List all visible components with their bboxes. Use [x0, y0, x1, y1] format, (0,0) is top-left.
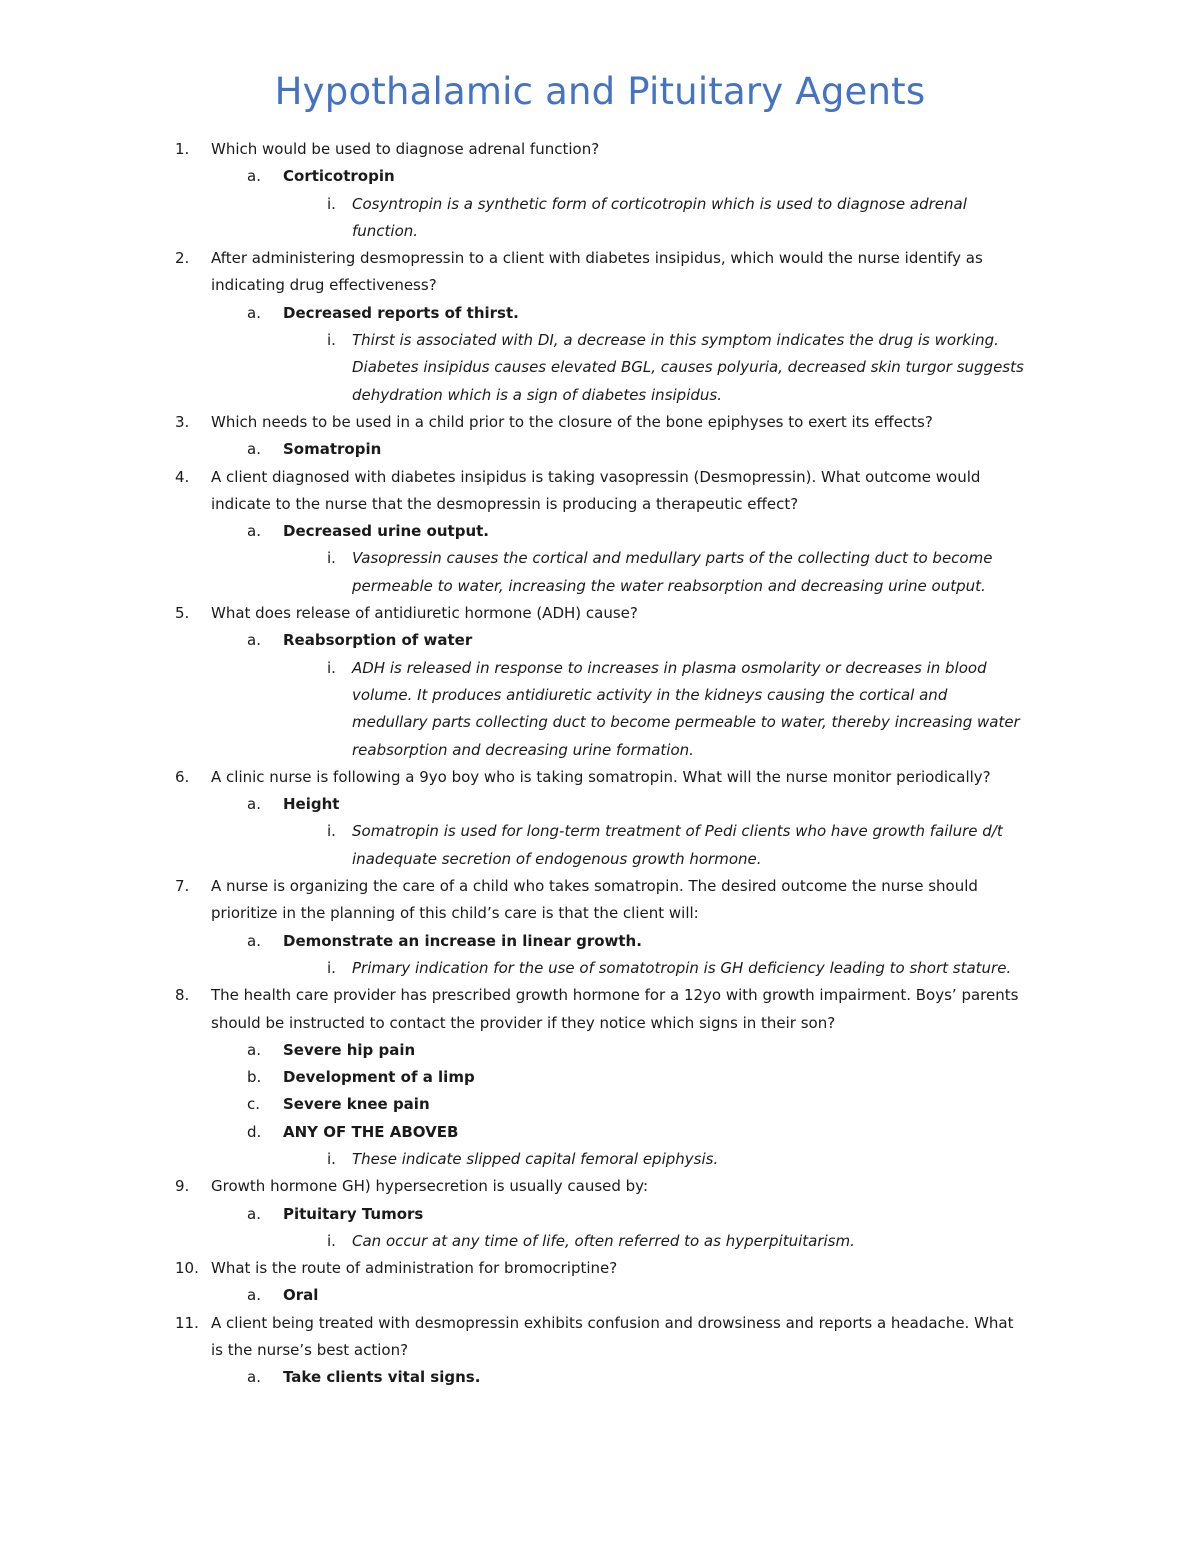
answer-marker: a. [247, 303, 261, 322]
question-line-continued [0, 272, 1200, 299]
answer-line [0, 163, 1200, 190]
question-text: Which would be used to diagnose adrenal function? [211, 140, 600, 158]
answer-marker: a. [247, 1040, 261, 1059]
question-line [0, 600, 1200, 627]
question-number: 1. [175, 140, 190, 158]
answer-marker: a. [247, 631, 261, 650]
answer-line [0, 436, 1200, 463]
explanation-marker: i. [327, 1149, 336, 1168]
answer-text: Somatropin [283, 440, 382, 459]
question-number: 2. [175, 249, 190, 268]
explanation-marker: i. [327, 331, 336, 350]
question-text: A nurse is organizing the care of a child who takes somatropin. The desired outcome the nurse should [211, 877, 978, 896]
answer-line [0, 791, 1200, 818]
answer-line [0, 1037, 1200, 1064]
explanation-marker: i. [327, 549, 336, 568]
answer-marker: a. [247, 931, 261, 950]
answer-line [0, 518, 1200, 545]
explanation-line [0, 818, 1200, 845]
explanation-marker: i. [327, 822, 336, 841]
question-line [0, 1310, 1200, 1337]
answer-marker: a. [247, 1368, 261, 1387]
question-text: should be instructed to contact the provider if they notice which signs in their son? [211, 1013, 836, 1032]
question-list [0, 136, 1200, 1392]
question-line [0, 245, 1200, 272]
answer-line [0, 1364, 1200, 1391]
question-text: Which needs to be used in a child prior to the closure of the bone epiphyses to exert its effects? [211, 412, 933, 431]
question-number: 8. [175, 986, 190, 1005]
explanation-text: Thirst is associated with DI, a decrease in this symptom indicates the drug is working. [352, 331, 999, 350]
answer-line [0, 627, 1200, 654]
explanation-text: These indicate slipped capital femoral epiphysis. [352, 1149, 719, 1168]
explanation-text: dehydration which is a sign of diabetes insipidus. [352, 385, 722, 404]
explanation-text: reabsorption and decreasing urine formation. [352, 740, 694, 759]
answer-text: Severe hip pain [283, 1040, 416, 1059]
question-line-continued [0, 491, 1200, 518]
question-line [0, 764, 1200, 791]
explanation-line [0, 955, 1200, 982]
explanation-line-continued [0, 709, 1200, 736]
explanation-line-continued [0, 354, 1200, 381]
answer-text: Severe knee pain [283, 1095, 430, 1114]
answer-marker: a. [247, 522, 261, 541]
answer-marker: a. [247, 440, 261, 459]
explanation-text: medullary parts collecting duct to become permeable to water, thereby increasing water [352, 713, 1020, 732]
answer-text: Decreased reports of thirst. [283, 303, 519, 322]
explanation-line-continued [0, 682, 1200, 709]
answer-marker: d. [247, 1122, 262, 1141]
question-text: What is the route of administration for bromocriptine? [211, 1259, 618, 1278]
explanation-text: Somatropin is used for long-term treatment of Pedi clients who have growth failure d/t [352, 822, 1003, 841]
answer-line [0, 1282, 1200, 1309]
explanation-line [0, 1228, 1200, 1255]
explanation-text: Diabetes insipidus causes elevated BGL, causes polyuria, decreased skin turgor suggests [352, 358, 1024, 377]
question-number: 10. [175, 1259, 199, 1278]
question-number: 4. [175, 467, 190, 486]
question-number: 5. [175, 604, 190, 623]
explanation-line-continued [0, 382, 1200, 409]
explanation-line [0, 191, 1200, 218]
explanation-marker: i. [327, 958, 336, 977]
explanation-line [0, 327, 1200, 354]
explanation-line [0, 545, 1200, 572]
question-text: A client diagnosed with diabetes insipidus is taking vasopressin (Desmopressin). What outcome would [211, 467, 981, 486]
explanation-line [0, 1146, 1200, 1173]
question-text: indicate to the nurse that the desmopressin is producing a therapeutic effect? [211, 494, 799, 513]
answer-marker: a. [247, 1286, 261, 1305]
explanation-line-continued [0, 846, 1200, 873]
question-line [0, 1255, 1200, 1282]
question-number: 3. [175, 412, 190, 431]
explanation-text: Cosyntropin is a synthetic form of corticotropin which is used to diagnose adrenal [352, 194, 967, 213]
answer-text: Development of a limp [283, 1068, 475, 1087]
page-title: Hypothalamic and Pituitary Agents [274, 70, 926, 113]
answer-text: Demonstrate an increase in linear growth. [283, 931, 642, 950]
explanation-marker: i. [327, 1231, 336, 1250]
answer-line [0, 1201, 1200, 1228]
answer-marker: b. [247, 1068, 262, 1087]
answer-text: Oral [283, 1286, 319, 1305]
explanation-text: Primary indication for the use of somatotropin is GH deficiency leading to short stature. [352, 958, 1012, 977]
explanation-text: Can occur at any time of life, often referred to as hyperpituitarism. [352, 1231, 855, 1250]
answer-text: Corticotropin [283, 167, 395, 186]
explanation-line [0, 655, 1200, 682]
answer-marker: a. [247, 167, 261, 186]
question-line-continued [0, 900, 1200, 927]
answer-text: Pituitary Tumors [283, 1204, 424, 1223]
question-line [0, 464, 1200, 491]
answer-line [0, 300, 1200, 327]
explanation-text: ADH is released in response to increases in plasma osmolarity or decreases in blood [352, 658, 987, 677]
answer-text: ANY OF THE ABOVEB [283, 1122, 459, 1141]
question-line [0, 982, 1200, 1009]
question-number: 7. [175, 877, 190, 896]
question-number: 9. [175, 1177, 190, 1196]
question-line [0, 873, 1200, 900]
question-number: 6. [175, 767, 190, 786]
question-text: A clinic nurse is following a 9yo boy who is taking somatropin. What will the nurse monitor periodically? [211, 767, 991, 786]
explanation-text: volume. It produces antidiuretic activity in the kidneys causing the cortical and [352, 685, 948, 704]
question-line [0, 409, 1200, 436]
question-text: What does release of antidiuretic hormone (ADH) cause? [211, 604, 638, 623]
explanation-marker: i. [327, 194, 336, 213]
explanation-line-continued [0, 737, 1200, 764]
question-line [0, 1173, 1200, 1200]
answer-line [0, 928, 1200, 955]
explanation-text: inadequate secretion of endogenous growth hormone. [352, 849, 762, 868]
answer-marker: a. [247, 1204, 261, 1223]
question-line-continued [0, 1337, 1200, 1364]
explanation-text: permeable to water, increasing the water reabsorption and decreasing urine output. [352, 576, 986, 595]
answer-text: Take clients vital signs. [283, 1368, 481, 1387]
explanation-text: Vasopressin causes the cortical and medullary parts of the collecting duct to become [352, 549, 993, 568]
answer-marker: c. [247, 1095, 261, 1114]
question-line [0, 136, 1200, 163]
explanation-line-continued [0, 573, 1200, 600]
answer-text: Height [283, 795, 340, 814]
answer-text: Reabsorption of water [283, 631, 473, 650]
question-text: The health care provider has prescribed growth hormone for a 12yo with growth impairment. Boys’ parents [211, 986, 1019, 1005]
question-line-continued [0, 1010, 1200, 1037]
answer-line [0, 1064, 1200, 1091]
explanation-marker: i. [327, 658, 336, 677]
question-text: is the nurse’s best action? [211, 1341, 409, 1360]
explanation-line-continued [0, 218, 1200, 245]
answer-text: Decreased urine output. [283, 522, 490, 541]
question-text: indicating drug effectiveness? [211, 276, 437, 295]
question-text: Growth hormone GH) hypersecretion is usually caused by: [211, 1177, 649, 1196]
explanation-text: function. [352, 221, 419, 240]
answer-marker: a. [247, 795, 261, 814]
question-text: After administering desmopressin to a client with diabetes insipidus, which would the nurse identify as [211, 249, 983, 268]
question-text: prioritize in the planning of this child’s care is that the client will: [211, 904, 699, 923]
answer-line [0, 1091, 1200, 1118]
answer-line [0, 1119, 1200, 1146]
question-text: A client being treated with desmopressin exhibits confusion and drowsiness and reports a headache. What [211, 1313, 1014, 1332]
question-number: 11. [175, 1313, 199, 1332]
